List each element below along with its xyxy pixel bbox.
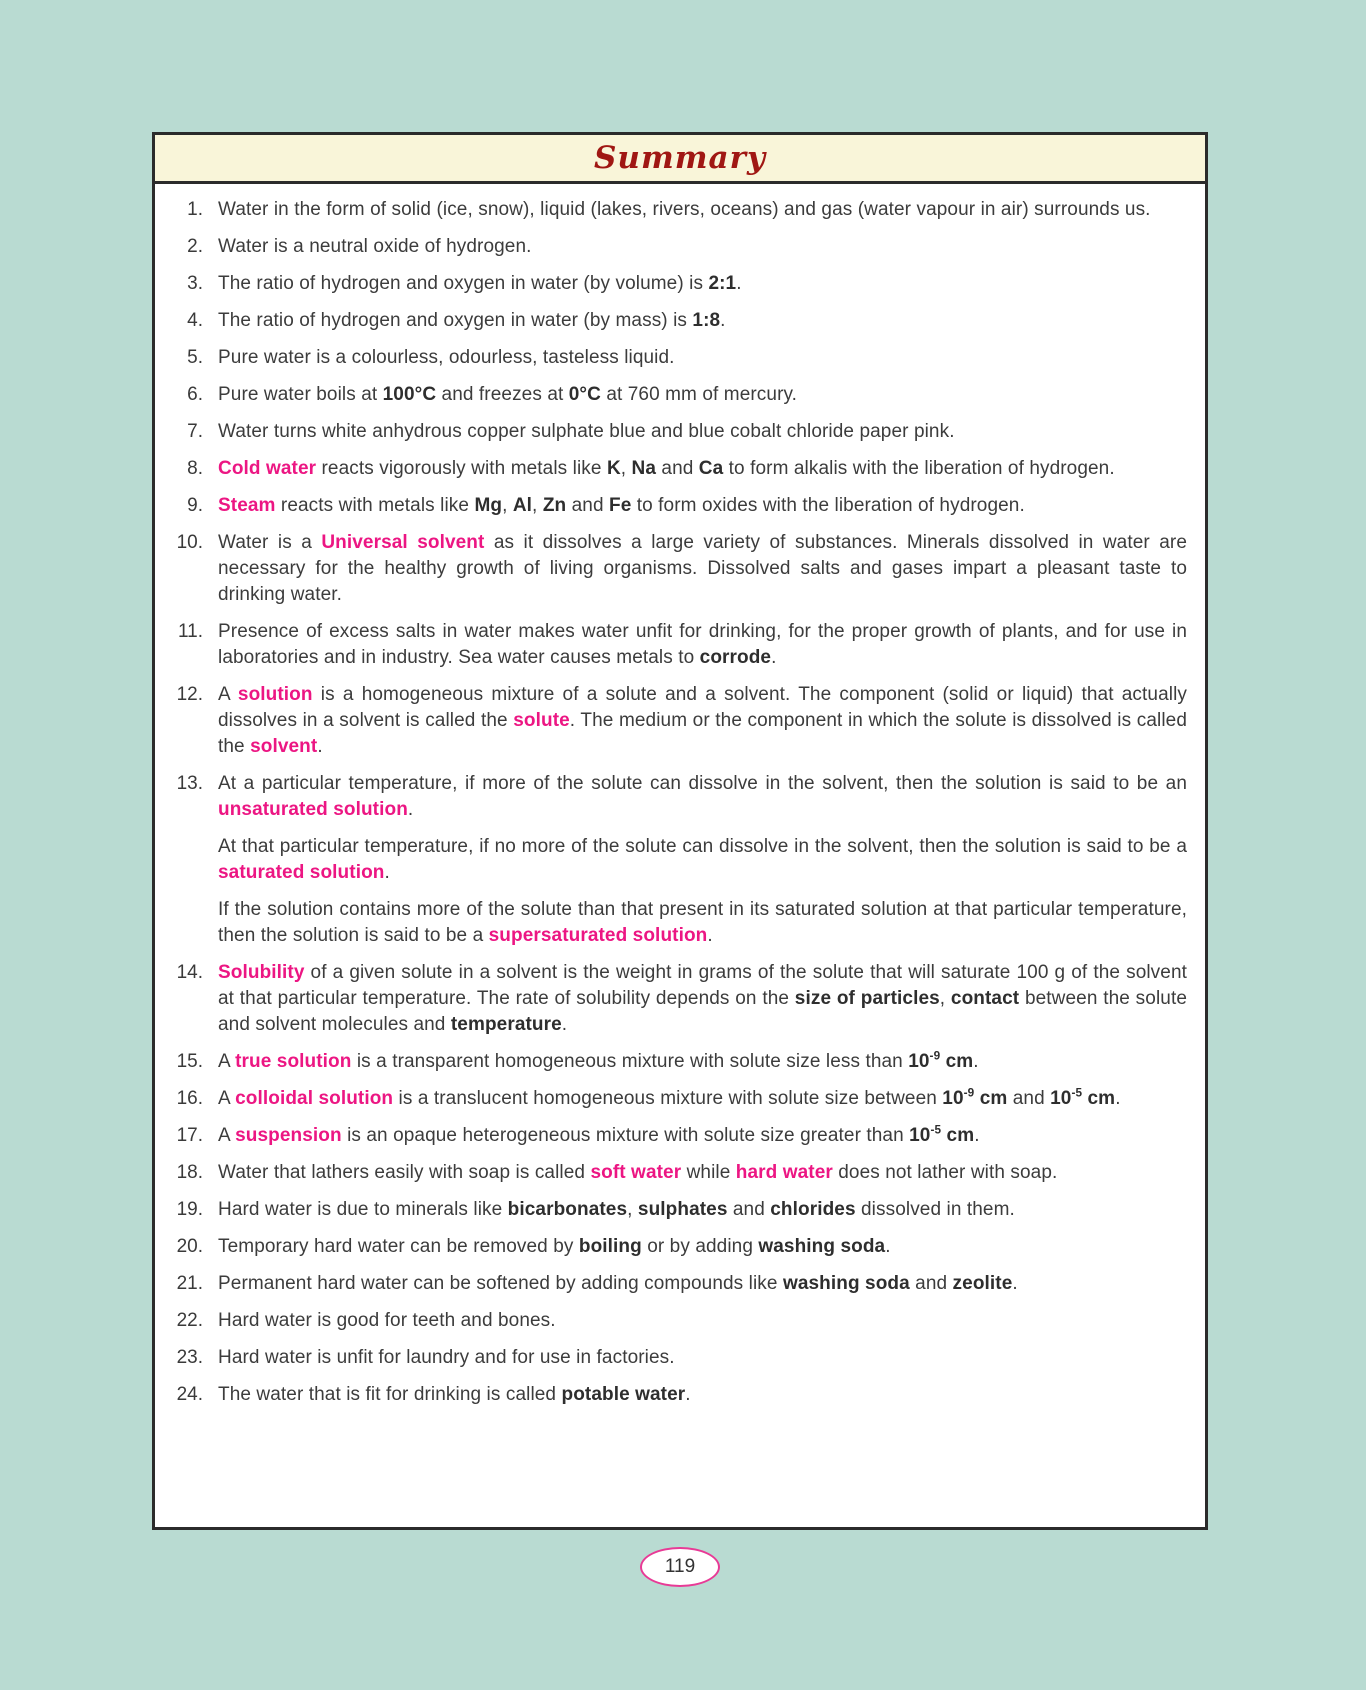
item-paragraph: A colloidal solution is a translucent homogeneous mixture with solute size between $10^{-9}$ cm and $10^{-5}$ cm.: [218, 1086, 1121, 1109]
item-text: [218, 456, 1187, 482]
item-text: [218, 1049, 1187, 1075]
item-number: 3.: [187, 273, 203, 294]
item-paragraph: A solution is a homogeneous mixture of a solute and a solvent. The component (solid or liquid) that actually dissolves in a solvent is called the solute. The medium or the component in which the solute is dissolved is called the solvent.: [218, 684, 1187, 757]
item-text: [218, 1308, 1187, 1334]
summary-item: [161, 682, 1187, 760]
item-text: [218, 682, 1187, 760]
item-paragraph: Water in the form of solid (ice, snow), liquid (lakes, rivers, oceans) and gas (water vapour in air) surrounds us.: [218, 199, 1151, 220]
item-number: 22.: [176, 1310, 203, 1331]
item-number: 13.: [176, 773, 203, 794]
item-text: [218, 271, 1187, 297]
summary-item: [161, 234, 1187, 260]
item-number: 6.: [187, 384, 203, 405]
item-text: [218, 1123, 1187, 1149]
item-number: 12.: [176, 684, 203, 705]
item-number: 2.: [187, 236, 203, 257]
item-text: [218, 493, 1187, 519]
summary-title: Summary: [594, 140, 766, 176]
item-number: 21.: [176, 1273, 203, 1294]
page-number: 119: [664, 1556, 696, 1577]
summary-item: [161, 1086, 1187, 1112]
summary-item: [161, 345, 1187, 371]
item-paragraph: Presence of excess salts in water makes water unfit for drinking, for the proper growth of plants, and for use in laboratories and in industry. Sea water causes metals to corrode.: [218, 621, 1187, 668]
item-text: [218, 1382, 1187, 1408]
item-number: 17.: [176, 1125, 203, 1146]
summary-header: [155, 135, 1205, 184]
item-text: [218, 345, 1187, 371]
item-text: [218, 197, 1187, 223]
item-number: 7.: [187, 421, 203, 442]
item-text: [218, 419, 1187, 445]
item-paragraph: Hard water is due to minerals like bicarbonates, sulphates and chlorides dissolved in them.: [218, 1199, 1015, 1220]
item-number: 19.: [176, 1199, 203, 1220]
summary-item: [161, 530, 1187, 608]
item-number: 11.: [177, 621, 203, 642]
summary-item: [161, 1123, 1187, 1149]
summary-item: [161, 619, 1187, 671]
summary-item: [161, 1197, 1187, 1223]
item-text: [218, 234, 1187, 260]
summary-item: [161, 1271, 1187, 1297]
item-number: 16.: [176, 1088, 203, 1109]
item-text: [218, 1086, 1187, 1112]
item-number: 24.: [176, 1384, 203, 1405]
item-text: [218, 619, 1187, 671]
item-text: [218, 530, 1187, 608]
page-number-badge: [640, 1547, 720, 1587]
item-paragraph: Water turns white anhydrous copper sulphate blue and blue cobalt chloride paper pink.: [218, 421, 955, 442]
item-paragraph: Water that lathers easily with soap is called soft water while hard water does not lather with soap.: [218, 1162, 1058, 1183]
item-paragraph: Water is a neutral oxide of hydrogen.: [218, 236, 532, 257]
summary-item: [161, 419, 1187, 445]
summary-item: [161, 271, 1187, 297]
summary-item: [161, 197, 1187, 223]
item-paragraph: Permanent hard water can be softened by adding compounds like washing soda and zeolite.: [218, 1273, 1018, 1294]
summary-box: [152, 132, 1208, 1530]
summary-item: [161, 1234, 1187, 1260]
item-paragraph: Cold water reacts vigorously with metals like K, Na and Ca to form alkalis with the liberation of hydrogen.: [218, 458, 1115, 479]
item-text: [218, 960, 1187, 1038]
item-paragraph: The ratio of hydrogen and oxygen in water (by volume) is 2:1.: [218, 273, 742, 294]
item-paragraph: Water is a Universal solvent as it dissolves a large variety of substances. Minerals dissolved in water are necessary for the healthy growth of living organisms. Dissolved salts and gases impart a pleasant taste to drinking water.: [218, 532, 1188, 605]
summary-item: [161, 456, 1187, 482]
item-text: [218, 771, 1187, 949]
item-number: 14.: [176, 962, 203, 983]
summary-item: [161, 1345, 1187, 1371]
item-paragraph: If the solution contains more of the solute than that present in its saturated solution at that particular temperature, then the solution is said to be a supersaturated solution.: [218, 899, 1187, 946]
item-paragraph: At that particular temperature, if no more of the solute can dissolve in the solvent, then the solution is said to be a saturated solution.: [218, 836, 1187, 883]
summary-item: [161, 1308, 1187, 1334]
item-number: 4.: [187, 310, 203, 331]
item-text: [218, 1160, 1187, 1186]
item-paragraph: Hard water is unfit for laundry and for use in factories.: [218, 1347, 675, 1368]
item-text: [218, 1197, 1187, 1223]
item-text: [218, 1345, 1187, 1371]
item-paragraph: Pure water is a colourless, odourless, tasteless liquid.: [218, 347, 675, 368]
summary-list: [155, 197, 1205, 1408]
item-paragraph: A suspension is an opaque heterogeneous mixture with solute size greater than $10^{-5}$ cm.: [218, 1123, 980, 1146]
item-text: [218, 1234, 1187, 1260]
item-paragraph: Hard water is good for teeth and bones.: [218, 1310, 556, 1331]
item-number: 10.: [176, 532, 203, 553]
item-number: 23.: [176, 1347, 203, 1368]
item-paragraph: Pure water boils at 100°C and freezes at 0°C at 760 mm of mercury.: [218, 384, 798, 405]
summary-item: [161, 1382, 1187, 1408]
item-text: [218, 1271, 1187, 1297]
summary-item: [161, 960, 1187, 1038]
summary-item: [161, 493, 1187, 519]
item-number: 15.: [176, 1051, 203, 1072]
item-number: 18.: [176, 1162, 203, 1183]
item-paragraph: The water that is fit for drinking is called potable water.: [218, 1384, 691, 1405]
item-text: [218, 308, 1187, 334]
summary-item: [161, 308, 1187, 334]
item-paragraph: The ratio of hydrogen and oxygen in water (by mass) is 1:8.: [218, 310, 726, 331]
item-number: 20.: [176, 1236, 203, 1257]
item-number: 5.: [187, 347, 203, 368]
summary-item: [161, 771, 1187, 949]
item-paragraph: Temporary hard water can be removed by boiling or by adding washing soda.: [218, 1236, 891, 1257]
item-paragraph: At a particular temperature, if more of the solute can dissolve in the solvent, then the solution is said to be an unsaturated solution.: [218, 773, 1187, 820]
item-number: 9.: [187, 495, 203, 516]
summary-item: [161, 382, 1187, 408]
item-number: 1.: [187, 199, 203, 220]
item-paragraph: Solubility of a given solute in a solvent is the weight in grams of the solute that will saturate 100 g of the solvent at that particular temperature. The rate of solubility depends on the size of particles, contact between the solute and solvent molecules and temperature.: [218, 962, 1187, 1035]
item-text: [218, 382, 1187, 408]
summary-item: [161, 1049, 1187, 1075]
summary-item: [161, 1160, 1187, 1186]
item-paragraph: A true solution is a transparent homogeneous mixture with solute size less than $10^{-9}$ cm.: [218, 1049, 979, 1072]
item-paragraph: Steam reacts with metals like Mg, Al, Zn and Fe to form oxides with the liberation of hydrogen.: [218, 495, 1025, 516]
item-number: 8.: [187, 458, 203, 479]
